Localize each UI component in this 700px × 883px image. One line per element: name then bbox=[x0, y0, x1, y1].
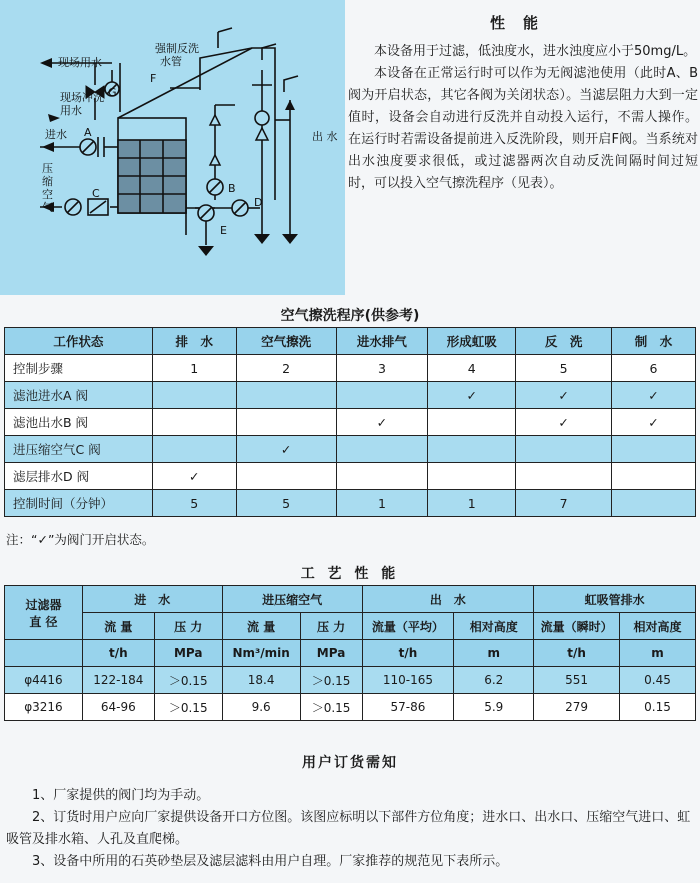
group-header: 虹吸管排水 bbox=[534, 586, 696, 613]
row-label: 滤池出水B 阀 bbox=[5, 409, 153, 436]
sub-header: 相对高度 bbox=[454, 613, 534, 640]
table-cell: 1 bbox=[152, 355, 236, 382]
site-water-label: 现场用水 bbox=[58, 56, 102, 69]
row-label: 滤层排水D 阀 bbox=[5, 463, 153, 490]
table-cell: 3 bbox=[336, 355, 428, 382]
table-cell: 110-165 bbox=[362, 667, 454, 694]
unit-cell: MPa bbox=[300, 640, 362, 667]
filter-diameter-header bbox=[5, 586, 83, 640]
table-cell: 5 bbox=[516, 355, 612, 382]
unit-cell: t/h bbox=[534, 640, 620, 667]
table-cell: 4 bbox=[428, 355, 516, 382]
table-cell: ＞0.15 bbox=[154, 667, 222, 694]
table-cell: ✓ bbox=[336, 409, 428, 436]
air-scrub-table bbox=[4, 327, 696, 517]
header-cell: 排 水 bbox=[152, 328, 236, 355]
water-pipe-label: 水管 bbox=[160, 55, 182, 68]
table-cell: 2 bbox=[236, 355, 336, 382]
sub-header: 压 力 bbox=[300, 613, 362, 640]
table-cell: 1 bbox=[336, 490, 428, 517]
table-cell: ✓ bbox=[516, 409, 612, 436]
unit-cell: m bbox=[620, 640, 696, 667]
table-cell: 6 bbox=[612, 355, 696, 382]
sub-header: 流 量 bbox=[82, 613, 154, 640]
table-cell: 18.4 bbox=[222, 667, 300, 694]
table-cell: ＞0.15 bbox=[154, 694, 222, 721]
table-cell bbox=[152, 409, 236, 436]
outlet-label: 出 水 bbox=[312, 130, 338, 143]
table-cell bbox=[428, 463, 516, 490]
table-cell: 7 bbox=[516, 490, 612, 517]
table-cell: 64-96 bbox=[82, 694, 154, 721]
table-cell bbox=[336, 382, 428, 409]
table-cell: 5.9 bbox=[454, 694, 534, 721]
valve-f-label: F bbox=[150, 72, 157, 85]
row-label: 控制步骤 bbox=[5, 355, 153, 382]
header-cell: 空气擦洗 bbox=[236, 328, 336, 355]
table-cell: 9.6 bbox=[222, 694, 300, 721]
table-cell bbox=[236, 409, 336, 436]
table-cell: ✓ bbox=[152, 463, 236, 490]
table-cell bbox=[516, 463, 612, 490]
row-label: 控制时间（分钟） bbox=[5, 490, 153, 517]
table-cell: 6.2 bbox=[454, 667, 534, 694]
valve-b-label: B bbox=[228, 182, 236, 195]
table-cell bbox=[152, 436, 236, 463]
process-sub-header-row bbox=[5, 613, 696, 640]
site-flush-label-1: 现场冲洗 bbox=[60, 91, 104, 104]
table-row bbox=[5, 409, 696, 436]
order-item: 1、厂家提供的阀门均为手动。 bbox=[32, 788, 210, 803]
group-header: 出 水 bbox=[362, 586, 534, 613]
table-cell bbox=[612, 490, 696, 517]
header-cell: 形成虹吸 bbox=[428, 328, 516, 355]
table-cell: ✓ bbox=[612, 409, 696, 436]
order-title: 用户订货需知 bbox=[302, 755, 398, 771]
process-units-row bbox=[5, 640, 696, 667]
table-cell: ✓ bbox=[516, 382, 612, 409]
compressed-air-label: 压缩空气 bbox=[42, 162, 53, 214]
table-cell: 0.45 bbox=[620, 667, 696, 694]
unit-cell: MPa bbox=[154, 640, 222, 667]
table-row bbox=[5, 667, 696, 694]
valve-g-label: G bbox=[108, 86, 117, 99]
header-cell: 工作状态 bbox=[5, 328, 153, 355]
table-cell bbox=[236, 382, 336, 409]
table-cell: ＞0.15 bbox=[300, 667, 362, 694]
sub-header: 压 力 bbox=[154, 613, 222, 640]
valve-note: 注：“✓”为阀门开启状态。 bbox=[6, 532, 155, 547]
table-cell: 5 bbox=[152, 490, 236, 517]
header-cell: 反 洗 bbox=[516, 328, 612, 355]
performance-title: 性能 bbox=[489, 14, 556, 32]
sub-header: 相对高度 bbox=[620, 613, 696, 640]
table-cell: 122-184 bbox=[82, 667, 154, 694]
table-cell: 1 bbox=[428, 490, 516, 517]
unit-cell: m bbox=[454, 640, 534, 667]
table-cell: ✓ bbox=[612, 382, 696, 409]
table-cell bbox=[428, 436, 516, 463]
table-row bbox=[5, 694, 696, 721]
air-scrub-title: 空气擦洗程序(供参考) bbox=[280, 308, 420, 324]
table-cell: ✓ bbox=[236, 436, 336, 463]
unit-cell: Nm³/min bbox=[222, 640, 300, 667]
table-cell bbox=[336, 463, 428, 490]
table-cell bbox=[152, 382, 236, 409]
table-row bbox=[5, 436, 696, 463]
table-cell bbox=[612, 436, 696, 463]
table-row bbox=[5, 490, 696, 517]
table-cell: 5 bbox=[236, 490, 336, 517]
order-item: 2、订货时用户应向厂家提供设备开口方位图。该图应标明以下部件方位角度；进水口、出水口、压缩空气进口、虹吸管及排水箱、人孔及直爬梯。 bbox=[6, 810, 691, 847]
process-diagram bbox=[0, 0, 345, 295]
table-cell bbox=[428, 409, 516, 436]
sub-header: 流量（瞬时） bbox=[534, 613, 620, 640]
valve-e-label: E bbox=[220, 224, 227, 237]
table-cell: 551 bbox=[534, 667, 620, 694]
performance-section bbox=[348, 0, 698, 195]
table-cell: 279 bbox=[534, 694, 620, 721]
group-header: 进压缩空气 bbox=[222, 586, 362, 613]
table-cell bbox=[336, 436, 428, 463]
site-flush-label-2: 用水 bbox=[60, 104, 82, 117]
table-cell: ✓ bbox=[428, 382, 516, 409]
filter-label-1: 过滤器 bbox=[25, 597, 62, 612]
sub-header: 流量（平均） bbox=[362, 613, 454, 640]
process-group-row bbox=[5, 586, 696, 613]
diameter-cell: φ4416 bbox=[5, 667, 83, 694]
unit-cell: t/h bbox=[82, 640, 154, 667]
table-row bbox=[5, 382, 696, 409]
unit-cell: t/h bbox=[362, 640, 454, 667]
order-notes bbox=[6, 785, 696, 873]
valve-c-label: C bbox=[92, 187, 100, 200]
row-label: 滤池进水A 阀 bbox=[5, 382, 153, 409]
table-cell: ＞0.15 bbox=[300, 694, 362, 721]
table-cell: 0.15 bbox=[620, 694, 696, 721]
row-label: 进压缩空气C 阀 bbox=[5, 436, 153, 463]
forced-backwash-label: 强制反洗 bbox=[155, 42, 199, 55]
filter-label-2: 直 径 bbox=[29, 614, 58, 629]
table-cell bbox=[612, 463, 696, 490]
header-cell: 进水排气 bbox=[336, 328, 428, 355]
diameter-cell: φ3216 bbox=[5, 694, 83, 721]
valve-a-label: A bbox=[84, 126, 92, 139]
inlet-label: 进水 bbox=[45, 128, 67, 141]
process-table bbox=[4, 585, 696, 721]
table-row bbox=[5, 355, 696, 382]
sub-header: 流 量 bbox=[222, 613, 300, 640]
units-blank bbox=[5, 640, 83, 667]
process-title: 工 艺 性 能 bbox=[300, 566, 400, 582]
performance-paragraph-1: 本设备用于过滤，低浊度水，进水浊度应小于50mg/L。 bbox=[374, 44, 697, 59]
performance-paragraph-2: 本设备在正常运行时可以作为无阀滤池使用（此时A、B阀为开启状态，其它各阀为关闭状态）。当滤层阻力大到一定值时，设备会自动进行反洗并自动投入运行，不需人操作。在运行时若需设备提前进入反洗阶段，则开启F阀。当系统对出水浊度要求很低，或过滤器两次自动反洗间隔时间过短时，可以投入空气擦洗程序（见表）。 bbox=[348, 66, 698, 191]
table-cell bbox=[236, 463, 336, 490]
header-cell: 制 水 bbox=[612, 328, 696, 355]
table-row bbox=[5, 463, 696, 490]
valve-d-label: D bbox=[254, 196, 263, 209]
air-scrub-header-row bbox=[5, 328, 696, 355]
table-cell: 57-86 bbox=[362, 694, 454, 721]
table-cell bbox=[516, 436, 612, 463]
order-item: 3、设备中所用的石英砂垫层及滤层滤料由用户自理。厂家推荐的规范见下表所示。 bbox=[32, 854, 509, 869]
group-header: 进 水 bbox=[82, 586, 222, 613]
